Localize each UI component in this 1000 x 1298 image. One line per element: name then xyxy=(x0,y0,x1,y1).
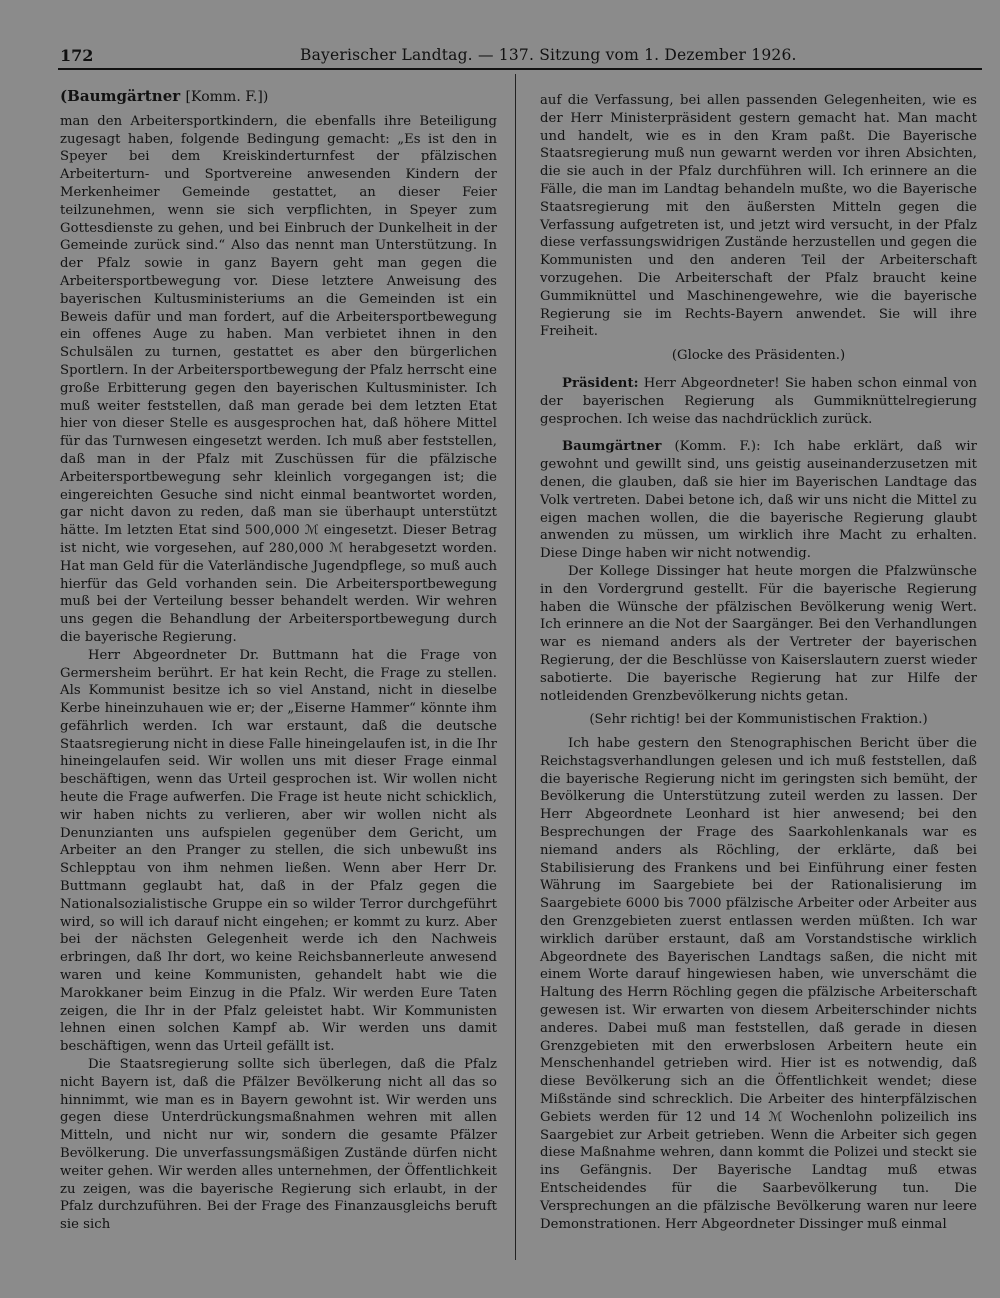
paragraph: man den Arbeitersportkindern, die ebenfalls ihre Beteiligung zugesagt haben, folgende Bedingung gemacht: „Es ist den in Speyer bei dem Kreiskinderturnfest der pfälzischen Arbeiterturn- und Sportvereine anwesenden Kindern der Merkenheimer Gemeinde gestattet, an dieser Feier teilzunehmen, wenn sie sich verpflichten, in Speyer zum Gottesdienste zu gehen, und bei Einbruch der Dunkelheit in der Gemeinde zurück sind.“ Also das nennt man Unterstützung. In der Pfalz sowie in ganz Bayern geht man gegen die Arbeitersportbewegung vor. Diese letztere Anweisung des bayerischen Kultusministeriums an die Gemeinden ist ein Beweis dafür und man fordert, auf die Arbeitersportbewegung ein offenes Auge zu haben. Man verbietet ihnen in den Schulsälen zu turnen, gestattet es aber den bürgerlichen Sportlern. In der Arbeitersportbewegung der Pfalz herrscht eine große Erbitterung gegen den bayerischen Kultusminister. Ich muß weiter feststellen, daß man gerade bei dem letzten Etat hier von dieser Stelle es ausgesprochen hat, daß höhere Mittel für das Turnwesen eingesetzt werden. Ich muß aber feststellen, daß man in der Pfalz mit Zuschüssen für die pfälzische Arbeitersportbewegung sehr kleinlich vorgegangen ist; die eingereichten Gesuche sind nicht einmal beantwortet worden, gar nicht davon zu reden, daß man sie überhaupt unterstützt hätte. Im letzten Etat sind 500,000 ℳ eingesetzt. Dieser Betrag ist nicht, wie vorgesehen, auf 280,000 ℳ herabgesetzt worden. Hat man Geld für die Vaterländische Jugendpflege, so muß auch hierfür das Geld vorhanden sein. Die Arbeitersportbewegung muß bei der Verteilung besser behandelt werden. Wir wehren uns gegen die Behandlung der Arbeitersportbewegung durch die bayerische Regierung. xyxy=(60,113,497,645)
paragraph: Die Staatsregierung sollte sich überlegen, daß die Pfalz nicht Bayern ist, daß die Pfälzer Bevölkerung nicht all das so hinnimmt, wie man es in Bayern gewohnt ist. Wir werden uns gegen diese Unterdrückungsmaßnahmen wehren mit allen Mitteln, und nicht nur wir, sondern die gesamte Pfälzer Bevölkerung. Die unverfassungsmäßigen Zustände dürfen nicht weiter gehen. Wir werden alles unternehmen, der Öffentlichkeit zu zeigen, was die bayerische Regierung sich erlaubt, in der Pfalz durchzuführen. Bei der Frage des Finanzausgleichs beruft sie sich xyxy=(60,1057,497,1233)
continued-speaker-head xyxy=(60,88,497,107)
paragraph: Der Kollege Dissinger hat heute morgen die Pfalzwünsche in den Vordergrund gestellt. Für die bayerische Regierung haben die Wünsche der pfälzischen Bevölkerung wenig Wert. Ich erinnere an die Not der Saargänger. Bei den Verhandlungen war es niemand anders als der Vertreter der bayerischen Regierung, der die Beschlüsse von Kaiserslautern zuerst wieder sabotierte. Die bayerische Regierung hat zur Hilfe der notleidenden Grenzbevölkerung nichts getan. xyxy=(540,563,977,704)
column-divider xyxy=(515,74,516,1260)
speaker-label: Baumgärtner xyxy=(562,439,662,455)
paragraph: Herr Abgeordneter Dr. Buttmann hat die Frage von Germersheim berührt. Er hat kein Recht, die Frage zu stellen. Als Kommunist besitze ich so viel Anstand, nicht in dieselbe Kerbe hineinzuhauen wie er; der „Eiserne Hammer“ könnte ihm gefährlich werden. Ich war erstaunt, daß die deutsche Staatsregierung nicht in diese Falle hineingelaufen ist, in die Ihr hineingelaufen seid. Wir wollen uns mit dieser Frage einmal beschäftigen, wenn das Urteil gesprochen ist. Wir wollen nicht heute die Frage aufwerfen. Die Frage ist heute nicht schicklich, wir haben nichts zu verlieren, aber wir wollen nicht als Denunzianten uns aufspielen gegenüber dem Gericht, um Arbeiter an den Pranger zu stellen, die sich unbewußt ins Schlepptau von ihm nehmen ließen. Wenn aber Herr Dr. Buttmann geglaubt hat, daß in der Pfalz gegen die Nationalsozialistische Gruppe ein so wilder Terror durchgeführt wird, so will ich darauf nicht eingehen; er kommt zu kurz. Aber bei der nächsten Gelegenheit werde ich den Nachweis erbringen, daß Ihr dort, wo keine Reichsbannerleute anwesend waren und keine Kommunisten, gehandelt habt wie die Marokkaner beim Einzug in die Pfalz. Wir werden Eure Taten zeigen, die Ihr in der Pfalz geleistet habt. Wir Kommunisten lehnen einen solchen Kampf ab. Wir werden uns damit beschäftigen, wenn das Urteil gefällt ist. xyxy=(60,647,497,1055)
interjection: (Glocke des Präsidenten.) xyxy=(671,348,846,364)
speaker-statement xyxy=(540,438,977,563)
speaker-text: Ich habe erklärt, daß wir gewohnt und gewillt sind, uns geistig auseinanderzusetzen mit denen, die glauben, daß sie hier im Bayerischen Landtage das Volk vertreten. Dabei betone ich, daß wir uns nicht die Mittel zu eigen machen wollen, die die bayerische Regierung glaubt anwenden zu müssen, um wirklich ihre Macht zu erhalten. Diese Dinge haben wir nicht notwendig. xyxy=(540,439,977,562)
president-statement xyxy=(540,375,977,428)
right-column xyxy=(540,92,977,1233)
header-rule xyxy=(58,68,982,70)
speaker-party: (Komm. F.): xyxy=(661,439,774,455)
running-head: Bayerischer Landtag. — 137. Sitzung vom 1. Dezember 1926. xyxy=(300,46,797,64)
paragraph: Ich habe gestern den Stenographischen Bericht über die Reichstagsverhandlungen gelesen und ich muß feststellen, daß die bayerische Regierung nicht im geringsten sich bemüht, der Bevölkerung die Unterstützung zuteil werden zu lassen. Der Herr Abgeordnete Leonhard ist hier anwesend; bei den Besprechungen der Frage des Saarkohlenkanals war es niemand anders als Röchling, der erklärte, daß bei Stabilisierung des Frankens und bei Einführung einer festen Währung im Saargebiete bei der Rationalisierung im Saargebiete 6000 bis 7000 pfälzische Arbeiter oder Arbeiter aus den Grenzgebieten zuerst entlassen werden müßten. Ich war wirklich darüber erstaunt, daß am Vorstandstische wirklich Abgeordnete des Bayerischen Landtags saßen, die nicht mit einem Worte darauf hingewiesen haben, wie unverschämt die Haltung des Herrn Röchling gegen die pfälzische Arbeiterschaft gewesen ist. Wir erwarten von diesem Arbeiterschinder nichts anderes. Dabei muß man feststellen, daß gerade in diesen Grenzgebieten mit den erwerbslosen Arbeitern heute ein Menschenhandel getrieben wird. Hier ist es notwendig, daß diese Bevölkerung sich an die Öffentlichkeit wendet; diese Mißstände sind schrecklich. Die Arbeiter des hinterpfälzischen Gebiets werden für 12 und 14 ℳ Wochenlohn polizeilich ins Saargebiet zur Arbeit getrieben. Wenn die Arbeiter sich gegen diese Maßnahme wehren, dann kommt die Polizei und steckt sie ins Gefängnis. Der Bayerische Landtag muß etwas Entscheidendes für die Saarbevölkerung tun. Die Versprechungen an die pfälzische Bevölkerung waren nur leere Demonstrationen. Herr Abgeordneter Dissinger muß einmal xyxy=(540,736,977,1232)
president-label: Präsident: xyxy=(562,375,639,391)
left-column xyxy=(60,88,497,1234)
paragraph: auf die Verfassung, bei allen passenden Gelegenheiten, wie es der Herr Ministerpräsident gestern gemacht hat. Man macht und handelt, wie es in den Kram paßt. Die Bayerische Staatsregierung muß nun gewarnt werden vor ihren Absichten, die sie auch in der Pfalz durchführen will. Ich erinnere an die Fälle, die man im Landtag behandeln mußte, wo die Bayerische Staatsregierung mit den äußersten Mitteln gegen die Verfassung aufgetreten ist, und jetzt wird versucht, in der Pfalz diese verfassungswidrigen Zustände herzustellen und gegen die Kommunisten und den anderen Teil der Arbeiterschaft vorzugehen. Die Arbeiterschaft der Pfalz braucht keine Gummiknüttel und Maschinengewehre, wie die bayerische Regierung sie im Rechts-Bayern anwendet. Sie will ihre Freiheit. xyxy=(540,93,977,340)
page-number: 172 xyxy=(60,46,94,65)
speaker-party: [Komm. F.]) xyxy=(185,89,269,105)
interjection: (Sehr richtig! bei der Kommunistischen Fraktion.) xyxy=(589,712,928,728)
page-header xyxy=(60,44,980,70)
speaker-name: (Baumgärtner xyxy=(60,87,181,105)
president-text: Herr Abgeordneter! Sie haben schon einmal von der bayerischen Regierung als Gummiknüttelregierung gesprochen. Ich weise das nachdrücklich zurück. xyxy=(540,375,977,427)
